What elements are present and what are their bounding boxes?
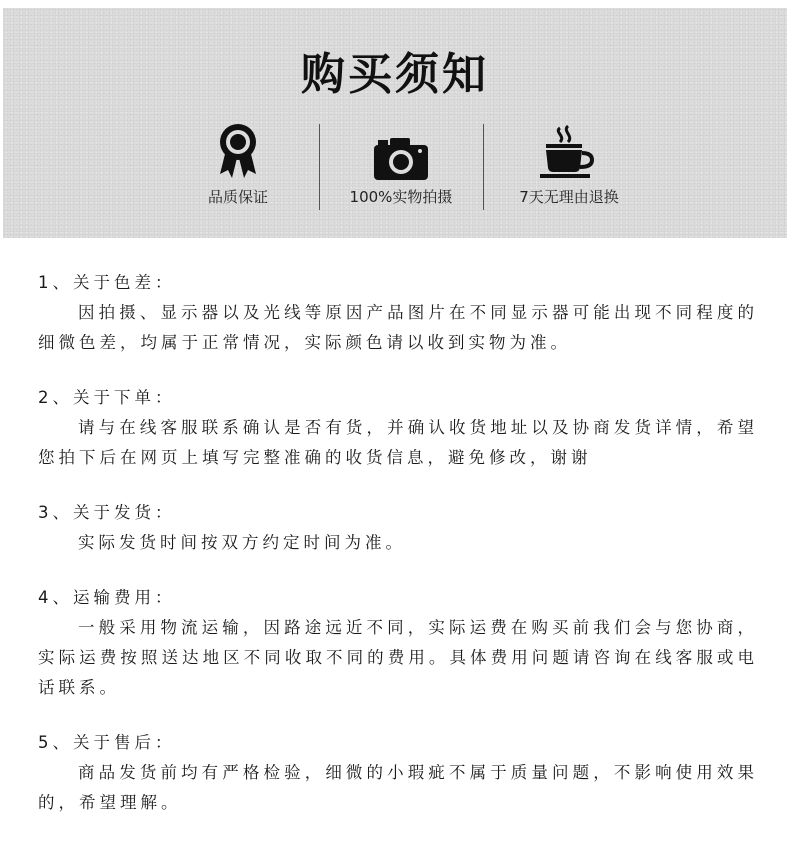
notice-content	[38, 268, 758, 843]
section-shipping	[38, 498, 758, 558]
section-body: 请与在线客服联系确认是否有货，并确认收货地址以及协商发货详情，希望您拍下后在网页上填写完整准确的收货信息，避免修改，谢谢	[38, 418, 758, 467]
section-body: 因拍摄、显示器以及光线等原因产品图片在不同显示器可能出现不同程度的细微色差，均属于正常情况，实际颜色请以收到实物为准。	[38, 303, 758, 352]
section-title: 4、运输费用：	[38, 588, 176, 607]
feature-return	[489, 120, 649, 207]
section-title: 2、关于下单：	[38, 388, 176, 407]
section-title: 1、关于色差：	[38, 273, 176, 292]
feature-label: 100%实物拍摄	[349, 188, 453, 206]
section-title: 3、关于发货：	[38, 503, 176, 522]
banner-title: 购买须知	[301, 49, 489, 100]
section-body: 一般采用物流运输，因路途远近不同，实际运费在购买前我们会与您协商，实际运费按照送达地区不同收取不同的费用。具体费用问题请咨询在线客服或电话联系。	[38, 618, 758, 697]
section-body: 实际发货时间按双方约定时间为准。	[78, 533, 406, 552]
feature-label: 7天无理由退换	[519, 188, 619, 206]
coffee-cup-icon	[489, 120, 649, 180]
section-freight-cost	[38, 583, 758, 703]
divider	[319, 124, 320, 210]
divider	[483, 124, 484, 210]
feature-label: 品质保证	[207, 188, 268, 206]
camera-icon	[321, 120, 481, 180]
feature-quality	[158, 120, 318, 207]
section-title: 5、关于售后：	[38, 733, 176, 752]
feature-real-photo	[321, 120, 481, 207]
award-ribbon-icon	[158, 120, 318, 180]
section-after-sales	[38, 728, 758, 818]
section-color-difference	[38, 268, 758, 358]
notice-banner	[3, 8, 787, 238]
section-ordering	[38, 383, 758, 473]
section-body: 商品发货前均有严格检验，细微的小瑕疵不属于质量问题，不影响使用效果的，希望理解。	[38, 763, 758, 812]
